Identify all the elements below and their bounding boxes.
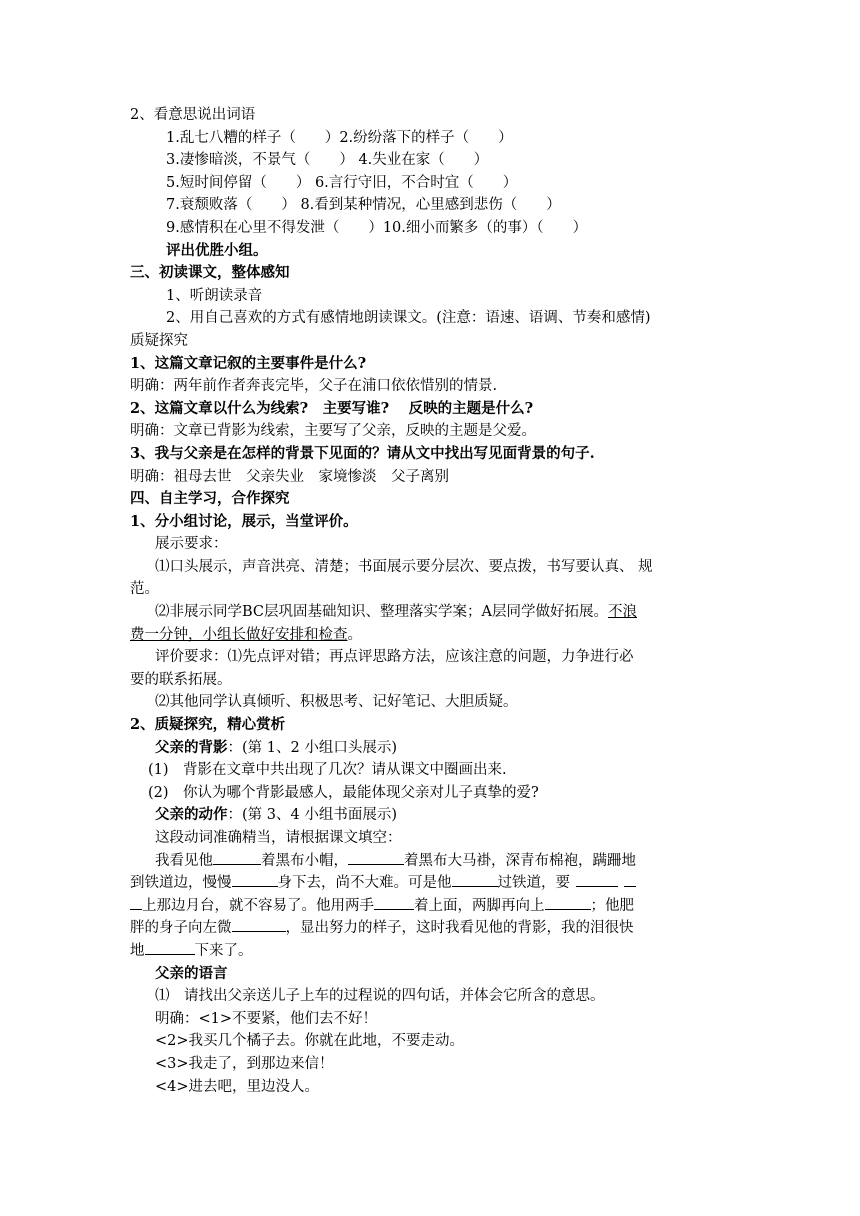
text-line [0,940,860,963]
text-line: 评出优胜小组。 [166,241,268,259]
text-segment: 到铁道边，慢慢 [130,875,232,892]
text-line: (1) 背影在文章中共出现了几次？请从课文中圈画出来. [148,762,507,779]
text-segment: 。 [347,626,362,643]
text-segment: 着上面，两脚再向上 [414,897,545,914]
fill-blank [145,940,195,955]
text-line: 1.乱七八糟的样子（ ）2.纷纷落下的样子（ ） [166,129,513,146]
text-segment: 地 [130,942,145,959]
subheading: 父亲的背影 [155,738,228,756]
text-line: 明确：文章已背影为线索，主要写了父亲，反映的主题是父爱。 [130,423,536,440]
text-line: 2、看意思说出词语 [130,107,256,123]
text-segment: ⑵非展示同学BC层巩固基础知识、整理落实学案；A层同学做好拓展。 [155,604,608,621]
text-line: ⑴ 请找出父亲送儿子上车的过程说的四句话，并体会它所含的意思。 [155,988,605,1005]
question-heading: 1、分小组讨论，展示，当堂评价。 [130,512,358,530]
text-line [0,872,860,895]
fill-blank [576,872,618,887]
text-line: 9.感情积在心里不得发泄（ ）10.细小而繁多（的事）（ ） [166,219,588,236]
text-line [0,850,860,873]
text-line: 7.衰颓败落（ ） 8.看到某种情况，心里感到悲伤（ ） [166,197,561,214]
text-line: (2) 你认为哪个背影最感人，最能体现父亲对儿子真挚的爱? [148,784,539,801]
text-line: ⑴口头展示，声音洪亮、清楚；书面展示要分层次、要点拨，书写要认真、 规 [155,558,653,575]
text-line: <4>进去吧，里边没人。 [155,1078,320,1095]
text-segment: 过铁道，要 [497,875,570,892]
text-line [0,804,860,827]
text-line: 要的联系拓展。 [130,671,232,688]
text-segment: 我看见他 [155,852,213,869]
subheading: 父亲的动作 [155,806,228,824]
text-segment: 身下去，尚不大难。可是他 [277,875,452,892]
text-segment: 上那边月台，就不容易了。他用两手 [142,897,374,914]
text-line: 1、听朗读录音 [166,287,263,304]
fill-blank [452,872,498,887]
text-segment: 胖的身子向左微 [130,920,232,937]
text-segment: 下来了。 [194,942,253,959]
fill-blank [232,917,286,932]
text-line: 3.凄惨暗淡，不景气（ ） 4.失业在家（ ） [166,152,489,169]
text-line: 范。 [130,581,159,598]
fill-blank [213,850,261,865]
question-heading: 1、这篇文章记叙的主要事件是什么? [130,354,367,372]
text-line: 2、用自己喜欢的方式有感情地朗读课文。(注意：语速、语调、节奏和感情) [166,310,651,327]
fill-blank [130,895,142,910]
text-line [0,737,860,760]
underlined-text: 不浪 [608,604,637,621]
text-segment: ；他肥 [590,897,634,914]
fill-blank [348,850,404,865]
fill-blank [545,895,591,910]
fill-blank [624,872,636,887]
fill-blank [232,872,278,887]
question-heading: 3、我与父亲是在怎样的背景下见面的？请从文中找出写见面背景的句子. [130,444,595,462]
text-line [0,601,860,624]
text-line: ⑵其他同学认真倾听、积极思考、记好笔记、大胆质疑。 [155,694,518,711]
text-line: 这段动词准确精当，请根据课文填空： [155,830,402,846]
subheading: 父亲的语言 [155,964,228,982]
text-line: 明确：<1>不要紧，他们去不好！ [155,1010,378,1027]
text-line: 质疑探究 [130,332,188,349]
text-line [0,917,860,940]
text-line: <3>我走了，到那边来信！ [155,1055,334,1072]
text-line: <2>我买几个橘子去。你就在此地，不要走动。 [155,1033,465,1050]
section-heading: 三、初读课文，整体感知 [130,264,290,282]
text-line: 明确：祖母去世 父亲失业 家境惨淡 父子离别 [130,468,449,485]
text-line: 明确：两年前作者奔丧完毕，父子在浦口依依惜别的情景. [130,378,498,395]
text-line: 5.短时间停留（ ） 6.言行守旧，不合时宜（ ） [166,174,518,191]
document-page [0,104,860,1098]
fill-blank [374,895,414,910]
text-segment: 着黑布大马褂，深青布棉袍，蹒跚地 [404,852,636,869]
text-segment: 着黑布小帽， [261,852,348,869]
text-line: 评价要求：⑴先点评对错；再点评思路方法，应该注意的问题，力争进行必 [155,649,634,666]
text-segment: ，显出努力的样子，这时我看见他的背影，我的泪很快 [285,920,634,937]
underlined-text: 费一分钟，小组长做好安排和检查 [130,626,348,643]
text-line: 展示要求： [155,536,228,553]
question-heading: 2、质疑探究，精心赏析 [130,716,286,734]
text-line [0,624,860,647]
text-line [0,895,860,918]
section-heading: 四、自主学习，合作探究 [130,490,290,508]
text-segment: ：(第 1、2 小组口头展示) [227,739,397,756]
text-segment: ：(第 3、4 小组书面展示) [227,807,397,824]
question-heading: 2、这篇文章以什么为线索? 主要写谁? 反映的主题是什么? [130,399,534,417]
